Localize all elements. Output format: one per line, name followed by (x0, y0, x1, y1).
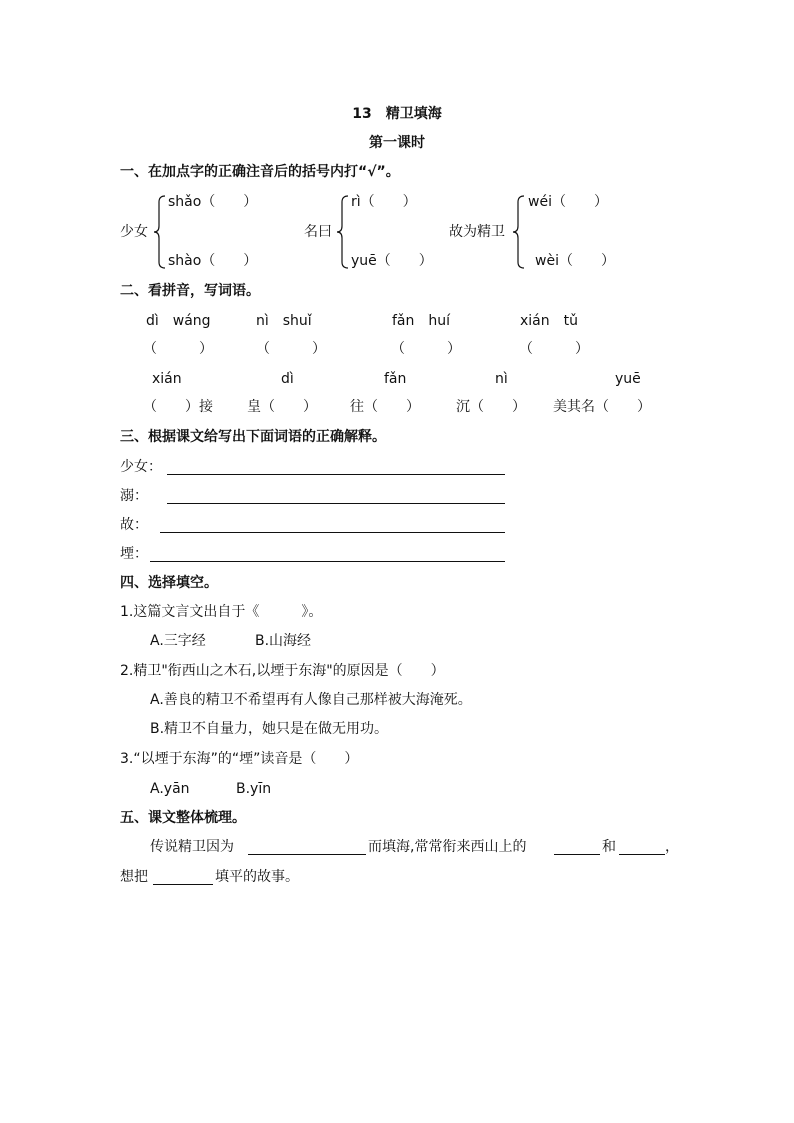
q1-pinyin-1-top: shǎo（ ） (168, 194, 258, 210)
q4-q2-option-b: B.精卫不自量力，她只是在做无用功。 (150, 721, 389, 737)
q1-word-1: 少女 (120, 224, 148, 240)
brace-1 (153, 194, 167, 270)
q3-term-1: 少女： (120, 459, 162, 475)
q2-row1-blank-1: （ ） (143, 341, 213, 357)
q4-q3-option-b: B.yīn (236, 781, 272, 797)
q3-term-2: 溺： (120, 488, 148, 504)
q3-answer-line-2 (167, 503, 505, 504)
q4-q2-option-a: A.善良的精卫不希望再有人像自己那样被大海淹死。 (150, 692, 472, 708)
q2-row1-pinyin-1: dì wáng (146, 313, 211, 329)
q2-row1-blank-2: （ ） (256, 341, 326, 357)
q5-blank-4 (153, 884, 213, 885)
q2-row2-item-3: 往（ ） (350, 399, 420, 415)
q2-row1-pinyin-4: xián tǔ (520, 313, 578, 329)
q5-blank-2 (554, 854, 600, 855)
q1-pinyin-2-top: rì（ ） (351, 194, 417, 210)
q2-heading: 二、看拼音，写词语。 (120, 283, 260, 299)
q1-pinyin-3-bottom: wèi（ ） (535, 253, 615, 269)
q3-term-3: 故： (120, 517, 148, 533)
q2-row2-pinyin-3: fǎn (384, 371, 407, 387)
q3-answer-line-4 (150, 561, 505, 562)
q2-row1-pinyin-2: nì shuǐ (256, 313, 312, 329)
q1-pinyin-3-top: wéi（ ） (528, 194, 608, 210)
q2-row2-item-4: 沉（ ） (456, 399, 526, 415)
q2-row2-item-2: 皇（ ） (247, 399, 317, 415)
q4-question-1: 1.这篇文言文出自于《 》。 (120, 604, 323, 620)
q1-pinyin-2-bottom: yuē（ ） (351, 253, 433, 269)
q2-row2-pinyin-2: dì (281, 371, 294, 387)
q2-row2-item-1: （ ）接 (143, 399, 213, 415)
q1-pinyin-1-bottom: shào（ ） (168, 253, 258, 269)
q2-row2-pinyin-1: xián (152, 371, 182, 387)
q2-row2-pinyin-4: nì (495, 371, 508, 387)
q1-word-3: 故为精卫 (449, 224, 505, 240)
q5-text-5: 想把 (120, 869, 148, 885)
q5-text-4: ， (665, 839, 679, 855)
q2-row2-item-5: 美其名（ ） (553, 399, 651, 415)
q4-q1-option-a: A.三字经 (150, 633, 206, 649)
q2-row2-pinyin-5: yuē (615, 371, 641, 387)
q5-text-3: 和 (602, 839, 616, 855)
q5-text-6: 填平的故事。 (215, 869, 299, 885)
q1-word-2: 名曰 (304, 224, 332, 240)
q5-text-1: 传说精卫因为 (150, 839, 234, 855)
q3-term-4: 堙： (120, 546, 148, 562)
q4-q3-option-a: A.yān (150, 781, 190, 797)
brace-2 (336, 194, 350, 270)
q2-row1-pinyin-3: fǎn huí (392, 313, 451, 329)
q3-heading: 三、根据课文给写出下面词语的正确解释。 (120, 429, 386, 445)
brace-3 (512, 194, 526, 270)
q5-blank-1 (248, 854, 366, 855)
q2-row1-blank-3: （ ） (391, 341, 461, 357)
page-subtitle: 第一课时 (369, 135, 425, 151)
q4-q1-option-b: B.山海经 (255, 633, 312, 649)
q5-text-2: 而填海,常常衔来西山上的 (368, 839, 527, 855)
q5-blank-3 (619, 854, 665, 855)
q4-question-3: 3.“以堙于东海”的“堙”读音是（ ） (120, 751, 359, 767)
q5-heading: 五、课文整体梳理。 (120, 810, 246, 826)
q3-answer-line-3 (160, 532, 505, 533)
page-title: 13 精卫填海 (352, 106, 442, 122)
q4-heading: 四、选择填空。 (120, 575, 218, 591)
q3-answer-line-1 (167, 474, 505, 475)
q2-row1-blank-4: （ ） (519, 341, 589, 357)
q1-heading: 一、在加点字的正确注音后的括号内打“√”。 (120, 164, 400, 180)
q4-question-2: 2.精卫"衔西山之木石,以堙于东海"的原因是（ ） (120, 663, 445, 679)
